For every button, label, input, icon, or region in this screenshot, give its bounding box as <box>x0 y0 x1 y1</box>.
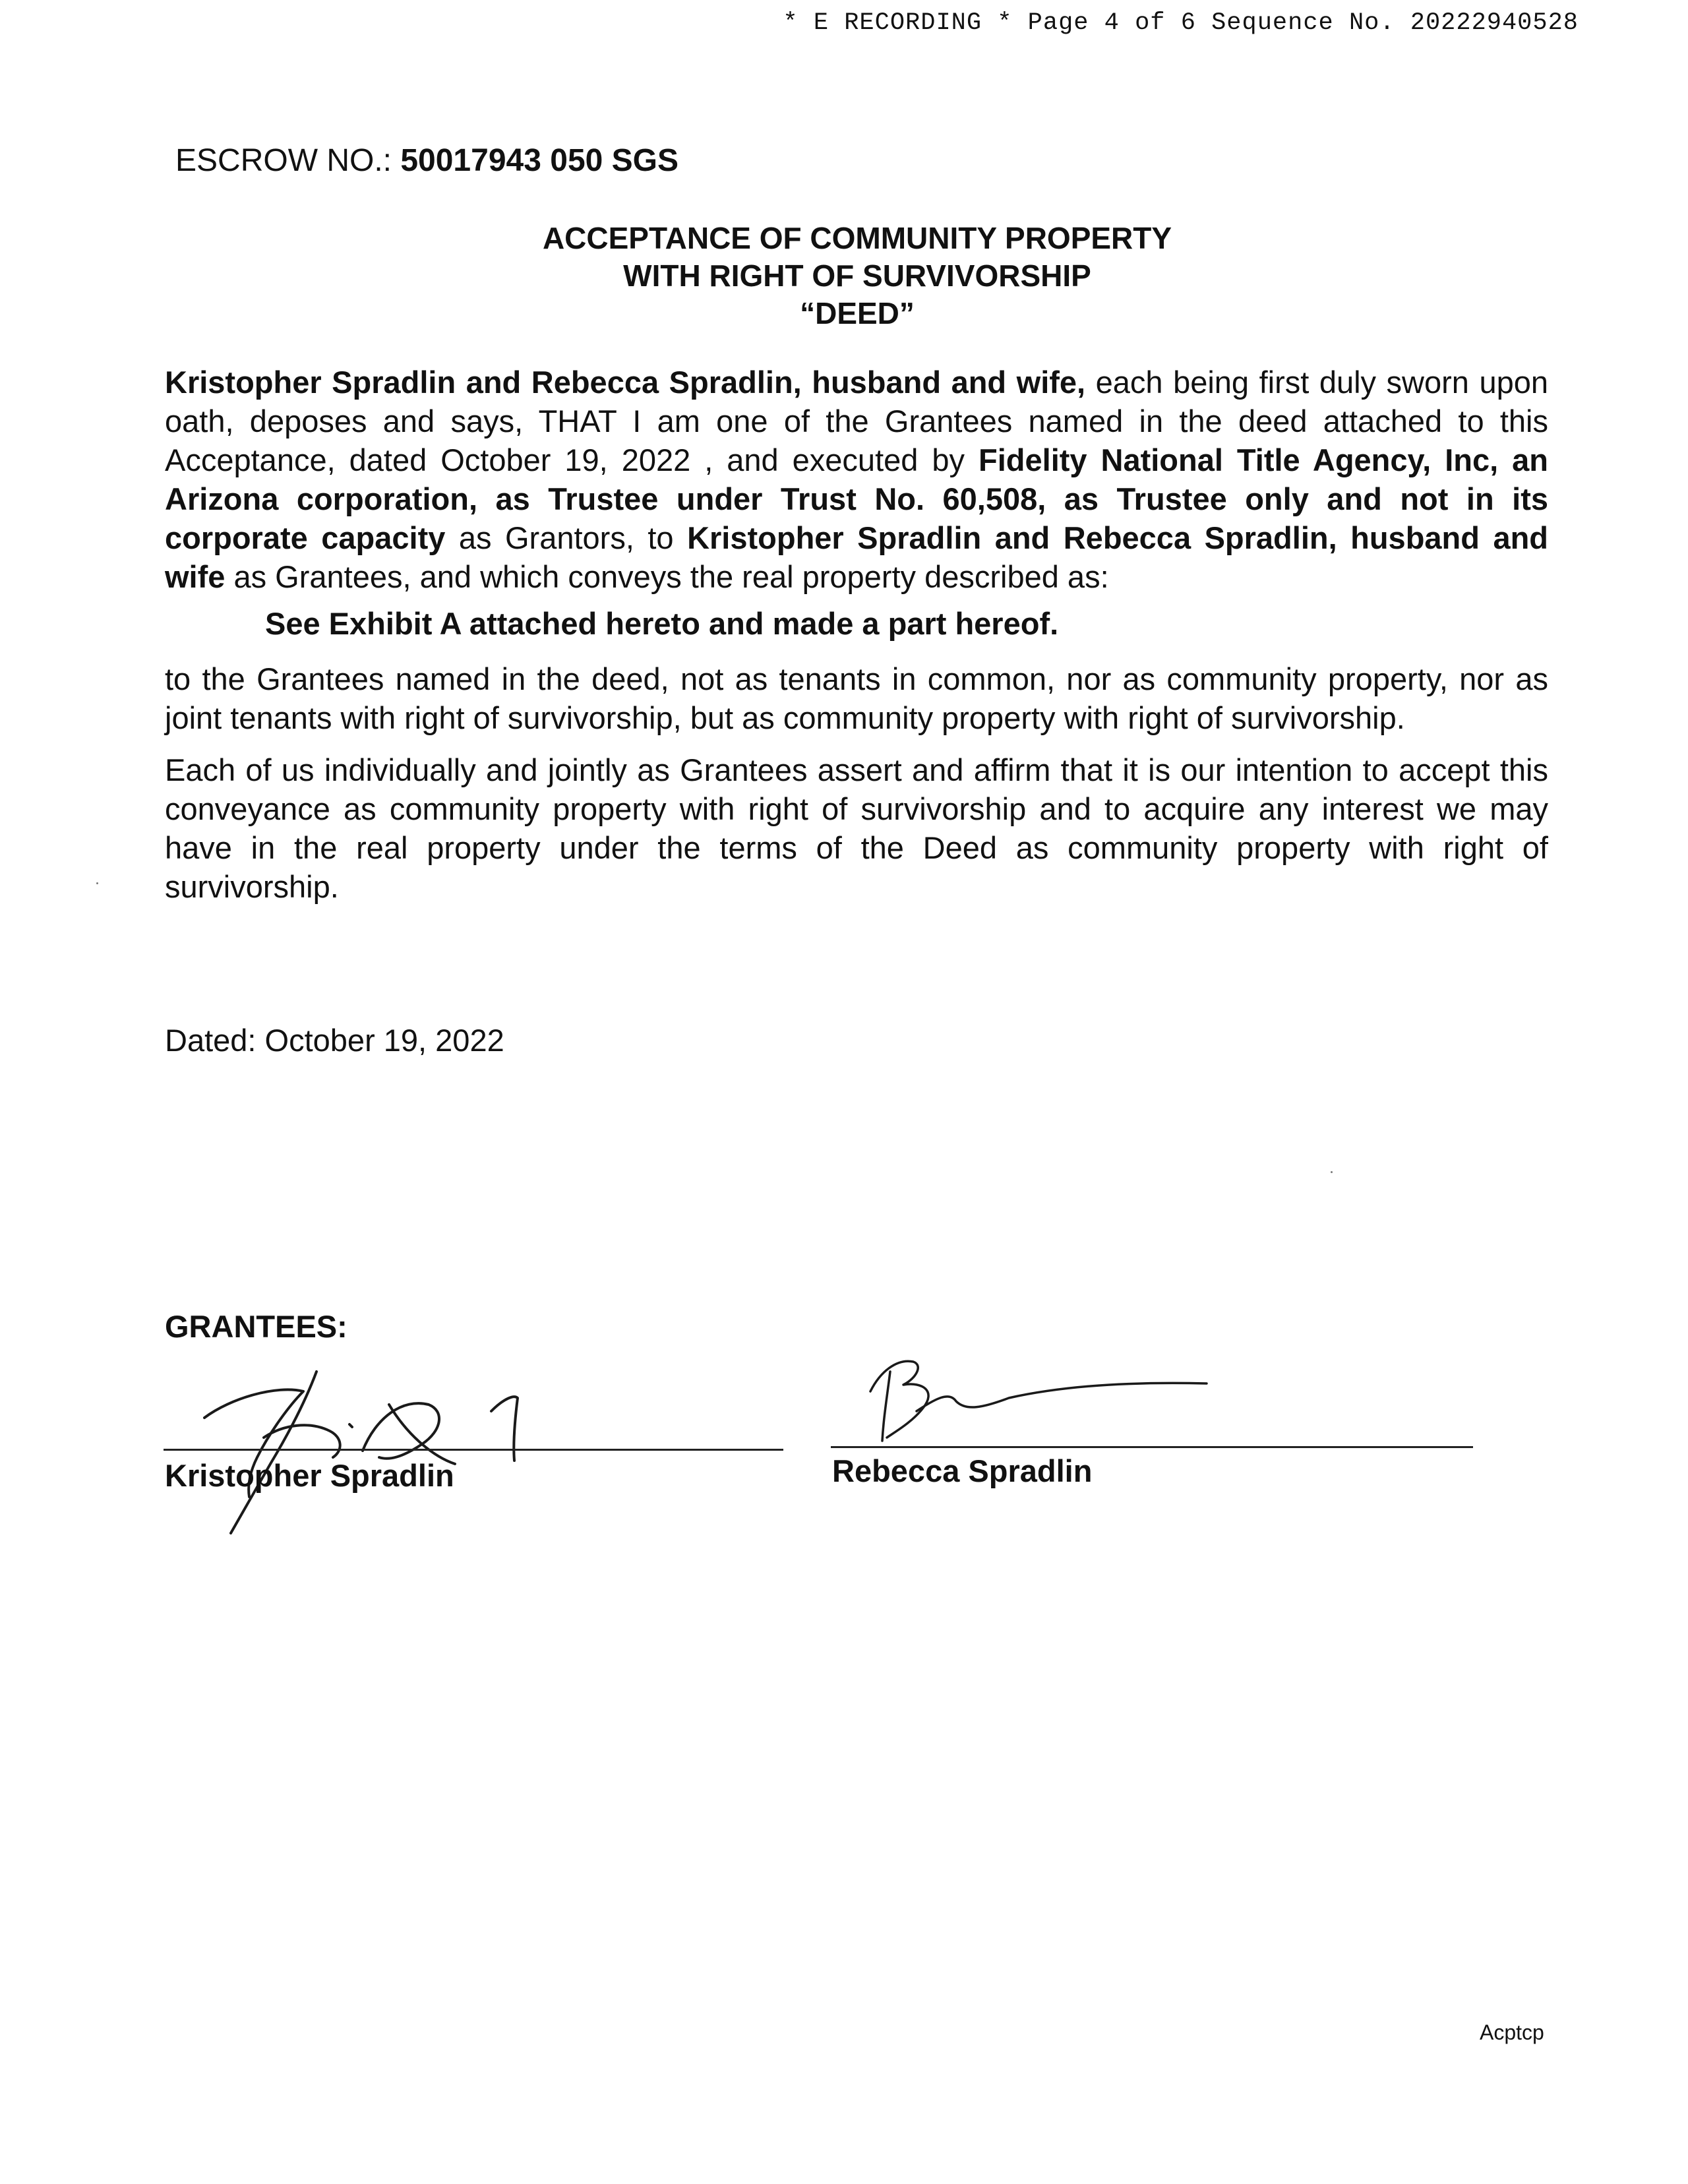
grantees-names-bold: Kristopher Spradlin and Rebecca Spradlin, husband and wife, <box>165 365 1086 400</box>
paragraph-text-b: as Grantors, to <box>445 520 688 555</box>
document-title <box>0 220 1688 332</box>
title-line-2: WITH RIGHT OF SURVIVORSHIP <box>623 258 1091 293</box>
grantee-name-2: Rebecca Spradlin <box>832 1453 1093 1488</box>
tenancy-paragraph: to the Grantees named in the deed, not as tenants in common, nor as community property, nor as joint tenants with right of survivorship, but as community property with right of survivorship. <box>165 661 1548 735</box>
form-code: Acptcp <box>1480 2020 1544 2044</box>
scan-speck <box>1331 1171 1333 1173</box>
signature-kristopher <box>191 1358 534 1536</box>
scan-speck <box>96 882 98 884</box>
grantees-label: GRANTEES: <box>165 1309 347 1344</box>
title-line-1: ACCEPTANCE OF COMMUNITY PROPERTY <box>542 221 1172 255</box>
grantee-name-1: Kristopher Spradlin <box>165 1458 454 1493</box>
signature-line-2 <box>831 1446 1473 1448</box>
recording-header: * E RECORDING * Page 4 of 6 Sequence No. 20222940528 <box>783 9 1579 37</box>
signature-line-1 <box>164 1449 783 1451</box>
acceptance-paragraph <box>165 363 1548 596</box>
exhibit-reference: See Exhibit A attached hereto and made a part hereof. <box>265 606 1059 641</box>
grantees-names-bold-2: Kristopher Spradlin and Rebecca Spradlin, husband and wife <box>165 520 1549 594</box>
signature-rebecca <box>851 1345 1220 1451</box>
escrow-label: ESCROW NO.: <box>175 143 401 178</box>
dated-line: Dated: October 19, 2022 <box>165 1023 504 1058</box>
affirmation-paragraph: Each of us individually and jointly as Grantees assert and affirm that it is our intention to accept this conveyance as community property with right of survivorship and to acquire any interest we may have in the real property under the terms of the Deed as community property with right of survivorship. <box>165 752 1548 904</box>
escrow-number-line <box>175 142 678 179</box>
paragraph-text-a: each being first duly sworn upon oath, deposes and says, THAT I am one of the Grantees named in the deed attached to this Acceptance, dated October 19, 2022 , and executed by <box>165 365 1549 477</box>
title-line-3: “DEED” <box>800 296 915 330</box>
escrow-number: 50017943 050 SGS <box>400 143 679 178</box>
grantor-bold: Fidelity National Title Agency, Inc, an Arizona corporation, as Trustee under Trust No. 60,508, as Trustee only and not in its corporate capacity <box>165 442 1549 555</box>
paragraph-text-c: as Grantees, and which conveys the real property described as: <box>225 559 1109 594</box>
